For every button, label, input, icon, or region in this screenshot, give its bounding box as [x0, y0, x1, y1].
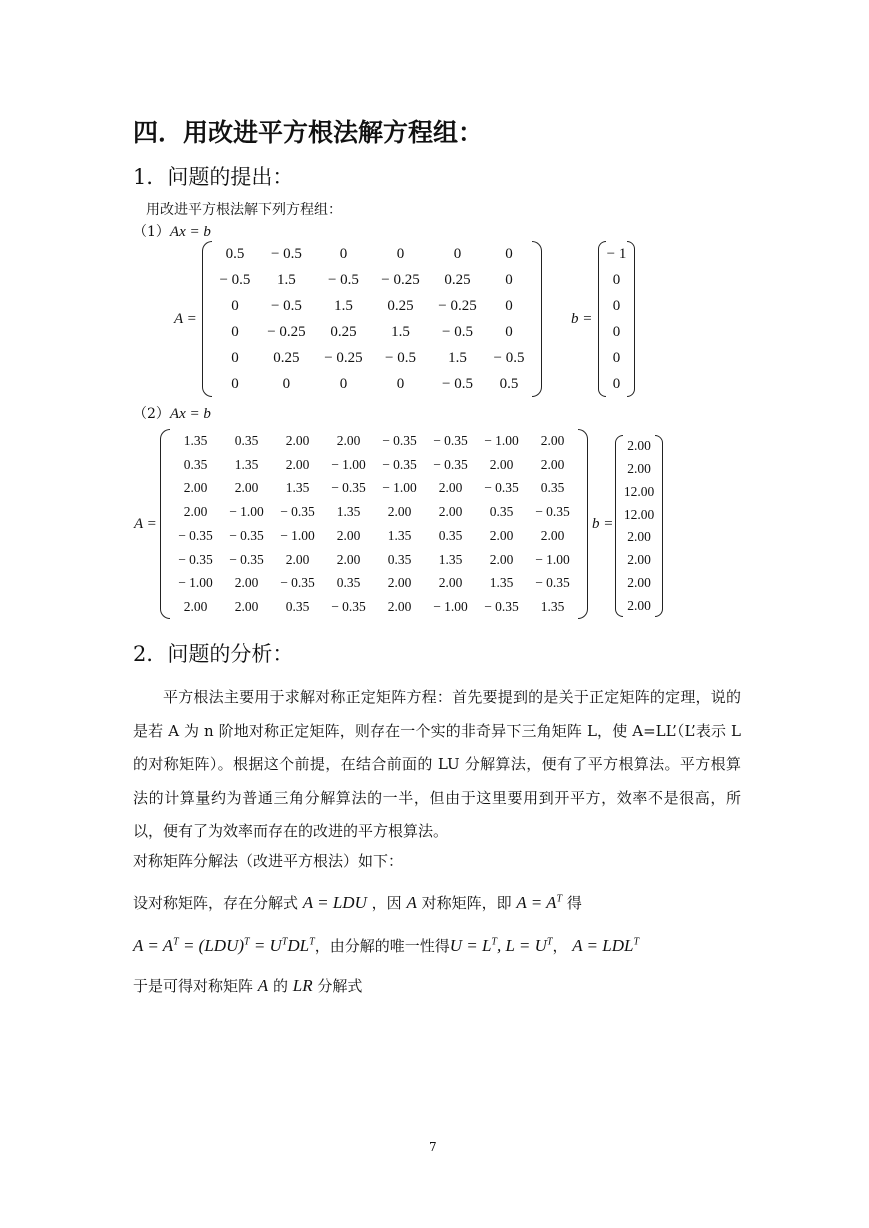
matrix-cell: 0: [396, 245, 405, 262]
matrix-cell: − 0.5: [219, 271, 251, 288]
line1-formula-3-sup: T: [556, 893, 563, 905]
line2-f3b-sup: T: [309, 936, 315, 948]
vector-row: [602, 267, 631, 293]
line1-formula-3-base: A = A: [516, 893, 557, 912]
problem-1-label: [133, 221, 211, 241]
line2-f4-sup: T: [491, 936, 497, 948]
vector-cell: 2.00: [627, 529, 651, 545]
analysis-paragraph: 平方根法主要用于求解对称正定矩阵方程：首先要提到的是关于正定矩阵的定理，说的是若 A 为 n 阶地对称正定矩阵，则存在一个实的非奇异下三角矩阵 L，使 A=LL’（L’表示 L 的对称矩阵）。根据这个前提，在结合前面的 LU 分解算法，便有了平方根算法。平方根算法的计算量约为普通三角分解算法的一半，但由于这里要用到开平方，效率不是很高，所以，便有了为效率而存在的改进的平方根算法。: [133, 688, 741, 840]
matrix-cell: − 0.25: [438, 297, 477, 314]
matrix-cell: − 0.5: [270, 297, 302, 314]
matrix-cell: 2.00: [234, 575, 259, 591]
derivation-line-2: [133, 935, 639, 956]
vector-row: [619, 572, 659, 595]
matrix-row: [212, 345, 532, 371]
matrix-2-table: [170, 429, 578, 619]
vector-cell: 0: [612, 297, 621, 314]
line2-f3-sup: T: [281, 936, 288, 948]
matrix-cell: 0: [396, 375, 405, 392]
matrix-row: [212, 293, 532, 319]
intro-text: 用改进平方根法解下列方程组：: [146, 202, 342, 218]
matrix-2-label: A =: [134, 516, 157, 532]
matrix-cell: 2.00: [336, 551, 361, 567]
line2-f1-sup: T: [173, 936, 179, 948]
vector-cell: 2.00: [627, 438, 651, 454]
matrix-cell: 1.5: [277, 271, 296, 288]
line3-formula-2: LR: [292, 976, 313, 995]
matrix-cell: 1.5: [391, 323, 410, 340]
matrix-cell: − 0.5: [493, 349, 525, 366]
line1-text-3: 对称矩阵，即: [421, 894, 512, 912]
matrix-cell: 1.35: [183, 432, 208, 448]
left-bracket: [160, 429, 170, 619]
matrix-cell: 0.25: [273, 349, 300, 366]
matrix-cell: − 0.25: [267, 323, 306, 340]
matrix-cell: 1.35: [234, 456, 259, 472]
vector-row: [619, 549, 659, 572]
matrix-cell: 1.35: [489, 575, 514, 591]
matrix-cell: − 0.5: [442, 323, 473, 340]
matrix-cell: − 0.5: [442, 375, 473, 392]
matrix-cell: − 0.5: [327, 271, 359, 288]
vector-row: [602, 371, 631, 397]
matrix-cell: 1.35: [438, 551, 463, 567]
vector-cell: 2.00: [627, 461, 651, 477]
matrix-cell: 2.00: [438, 480, 463, 496]
matrix-cell: − 1.00: [535, 551, 570, 567]
vector-cell: 2.00: [627, 552, 651, 568]
vector-cell: 2.00: [627, 574, 651, 590]
matrix-cell: − 0.35: [331, 480, 366, 496]
line2-f3b: DL: [287, 936, 310, 955]
matrix-row: [212, 319, 532, 345]
matrix-cell: 2.00: [438, 575, 463, 591]
line3-text-2: 的: [272, 977, 288, 995]
line3-text-3: 分解式: [317, 977, 363, 995]
vector-1: [598, 241, 635, 397]
matrix-cell: 2.00: [234, 480, 259, 496]
line1-formula-3: [516, 893, 562, 912]
matrix-cell: 2.00: [489, 456, 514, 472]
vector-cell: 0: [612, 375, 621, 392]
line2-f1: A = A: [133, 936, 174, 955]
vector-row: [619, 526, 659, 549]
vector-cell: 0: [612, 271, 621, 288]
vector-row: [602, 319, 631, 345]
matrix-cell: 2.00: [285, 432, 310, 448]
matrix-1-label: A =: [174, 311, 197, 327]
matrix-row: [170, 595, 578, 619]
matrix-cell: 2.00: [438, 504, 463, 520]
matrix-cell: 0: [231, 323, 239, 340]
right-bracket: [578, 429, 588, 619]
problem-1-equation: Ax = b: [169, 224, 211, 240]
matrix-cell: 0.25: [330, 323, 357, 340]
right-bracket: [532, 241, 542, 397]
matrix-cell: 1.35: [387, 527, 412, 543]
vector-cell: 12.00: [623, 483, 655, 499]
matrix-2: [160, 429, 588, 619]
vector-1-label: b =: [571, 311, 593, 327]
matrix-cell: − 0.25: [324, 349, 363, 366]
line3-formula-1: A: [257, 976, 269, 995]
matrix-row: [170, 572, 578, 596]
line2-f4b-sup: T: [546, 936, 553, 948]
problem-2-number: （2）: [133, 406, 170, 422]
matrix-cell: 0: [231, 375, 239, 392]
vector-1-table: [602, 241, 631, 397]
matrix-cell: − 0.5: [385, 349, 416, 366]
matrix-cell: 2.00: [336, 527, 361, 543]
vector-row: [619, 503, 659, 526]
matrix-cell: 2.00: [183, 599, 208, 615]
vector-cell: 0: [612, 323, 621, 340]
page-number: 7: [429, 1140, 437, 1154]
matrix-cell: 2.00: [387, 575, 412, 591]
matrix-1: [202, 241, 542, 397]
matrix-cell: 2.00: [336, 432, 361, 448]
matrix-row: [170, 429, 578, 453]
matrix-row: [212, 267, 532, 293]
matrix-cell: − 0.35: [382, 432, 417, 448]
matrix-cell: − 0.35: [331, 599, 366, 615]
matrix-cell: 0.25: [444, 271, 471, 288]
derivation-line-1: [133, 892, 582, 913]
line1-formula-1: A = LDU: [302, 893, 367, 912]
matrix-row: [170, 524, 578, 548]
matrix-cell: − 1.00: [280, 527, 315, 543]
matrix-cell: 0: [231, 297, 239, 314]
matrix-cell: 1.35: [285, 480, 310, 496]
matrix-row: [170, 477, 578, 501]
matrix-cell: 0: [339, 245, 348, 262]
vector-cell: − 1: [606, 245, 627, 262]
matrix-cell: − 1.00: [178, 575, 213, 591]
matrix-cell: 0: [505, 271, 513, 288]
line3-text-1: 于是可得对称矩阵: [133, 977, 254, 995]
matrix-cell: 0.35: [285, 599, 310, 615]
matrix-cell: 0.25: [387, 297, 414, 314]
vector-row: [602, 241, 631, 267]
line2-f5-sup: T: [633, 936, 640, 948]
matrix-row: [170, 548, 578, 572]
subsection-title-problem: 1．问题的提出：: [133, 165, 294, 189]
line2-formula-uniq: [450, 936, 553, 955]
matrix-cell: 0: [505, 245, 513, 262]
line2-text-2: ，: [552, 937, 568, 955]
matrix-cell: 0.35: [336, 575, 361, 591]
matrix-cell: 2.00: [387, 599, 412, 615]
matrix-cell: 0: [505, 323, 513, 340]
matrix-cell: 2.00: [540, 432, 565, 448]
matrix-cell: 1.5: [334, 297, 353, 314]
matrix-cell: 0.5: [499, 375, 519, 392]
line2-f3: = U: [253, 936, 282, 955]
matrix-cell: − 0.35: [433, 432, 468, 448]
matrix-row: [212, 371, 532, 397]
matrix-1-table: [212, 241, 532, 397]
problem-2-equation: Ax = b: [169, 406, 211, 422]
vector-cell: 0: [612, 349, 621, 366]
matrix-row: [212, 241, 532, 267]
matrix-cell: 0: [231, 349, 239, 366]
matrix-row: [170, 453, 578, 477]
matrix-cell: 2.00: [234, 599, 259, 615]
matrix-cell: 2.00: [489, 551, 514, 567]
matrix-cell: − 0.35: [280, 504, 315, 520]
matrix-cell: 2.00: [489, 527, 514, 543]
vector-row: [602, 345, 631, 371]
problem-1-number: （1）: [133, 224, 170, 240]
matrix-cell: 0.35: [489, 504, 514, 520]
line2-f2-sup: T: [244, 936, 250, 948]
vector-row: [619, 435, 659, 458]
vector-row: [619, 458, 659, 481]
matrix-cell: 2.00: [387, 504, 412, 520]
vector-cell: 12.00: [623, 506, 655, 522]
matrix-cell: 2.00: [183, 504, 208, 520]
subsection-title-analysis: 2．问题的分析：: [133, 642, 294, 666]
vector-row: [602, 293, 631, 319]
matrix-cell: − 1.00: [382, 480, 417, 496]
matrix-cell: 0: [453, 245, 462, 262]
line1-text-1: 设对称矩阵，存在分解式: [133, 894, 299, 912]
matrix-cell: − 0.35: [535, 575, 570, 591]
line2-f2: = (LDU): [182, 936, 245, 955]
matrix-cell: − 0.35: [484, 599, 519, 615]
matrix-cell: − 0.25: [381, 271, 420, 288]
matrix-cell: 2.00: [540, 527, 565, 543]
line1-formula-2: A: [406, 893, 417, 912]
matrix-cell: 2.00: [540, 456, 565, 472]
left-bracket: [202, 241, 212, 397]
matrix-cell: 0: [282, 375, 291, 392]
matrix-cell: 2.00: [183, 480, 208, 496]
matrix-cell: 0: [339, 375, 348, 392]
matrix-cell: − 0.35: [229, 527, 264, 543]
vector-cell: 2.00: [627, 597, 651, 613]
matrix-cell: − 0.5: [270, 245, 302, 262]
matrix-cell: − 0.35: [229, 551, 264, 567]
matrix-cell: 0.35: [234, 432, 259, 448]
matrix-cell: 0.35: [387, 551, 412, 567]
matrix-cell: − 0.35: [535, 504, 570, 520]
matrix-cell: − 1.00: [331, 456, 366, 472]
section-title: 四．用改进平方根法解方程组：: [133, 118, 484, 147]
matrix-cell: 2.00: [285, 551, 310, 567]
matrix-cell: 0: [505, 297, 513, 314]
vector-2: [615, 435, 663, 617]
matrix-cell: − 1.00: [229, 504, 264, 520]
vector-row: [619, 594, 659, 617]
matrix-cell: 1.5: [448, 349, 467, 366]
matrix-cell: 0.35: [183, 456, 208, 472]
matrix-cell: − 1.00: [484, 432, 519, 448]
matrix-cell: − 0.35: [484, 480, 519, 496]
line2-text-1: ，由分解的唯一性得: [314, 937, 450, 955]
matrix-cell: − 0.35: [178, 527, 213, 543]
vector-2-table: [619, 435, 659, 617]
line2-f4b: , L = U: [496, 936, 547, 955]
matrix-cell: − 0.35: [280, 575, 315, 591]
matrix-cell: 1.35: [336, 504, 361, 520]
line1-text-2: ，因: [371, 894, 402, 912]
derivation-line-3: [133, 975, 362, 996]
matrix-cell: 0.35: [540, 480, 565, 496]
line2-formula: [133, 936, 315, 955]
matrix-cell: 0.35: [438, 527, 463, 543]
matrix-cell: − 0.35: [382, 456, 417, 472]
line2-formula-ldl: [572, 936, 639, 955]
line2-f4: U = L: [449, 936, 492, 955]
line2-f5: A = LDL: [572, 936, 634, 955]
vector-2-label: b =: [592, 516, 614, 532]
line1-text-4: 得: [566, 894, 582, 912]
vector-row: [619, 481, 659, 504]
matrix-row: [170, 500, 578, 524]
matrix-cell: − 1.00: [433, 599, 468, 615]
method-line: 对称矩阵分解法（改进平方根法）如下：: [133, 852, 404, 870]
problem-2-label: [133, 403, 211, 423]
matrix-cell: − 0.35: [433, 456, 468, 472]
matrix-cell: 1.35: [540, 599, 565, 615]
matrix-cell: 2.00: [285, 456, 310, 472]
matrix-cell: − 0.35: [178, 551, 213, 567]
matrix-cell: 0.5: [225, 245, 245, 262]
